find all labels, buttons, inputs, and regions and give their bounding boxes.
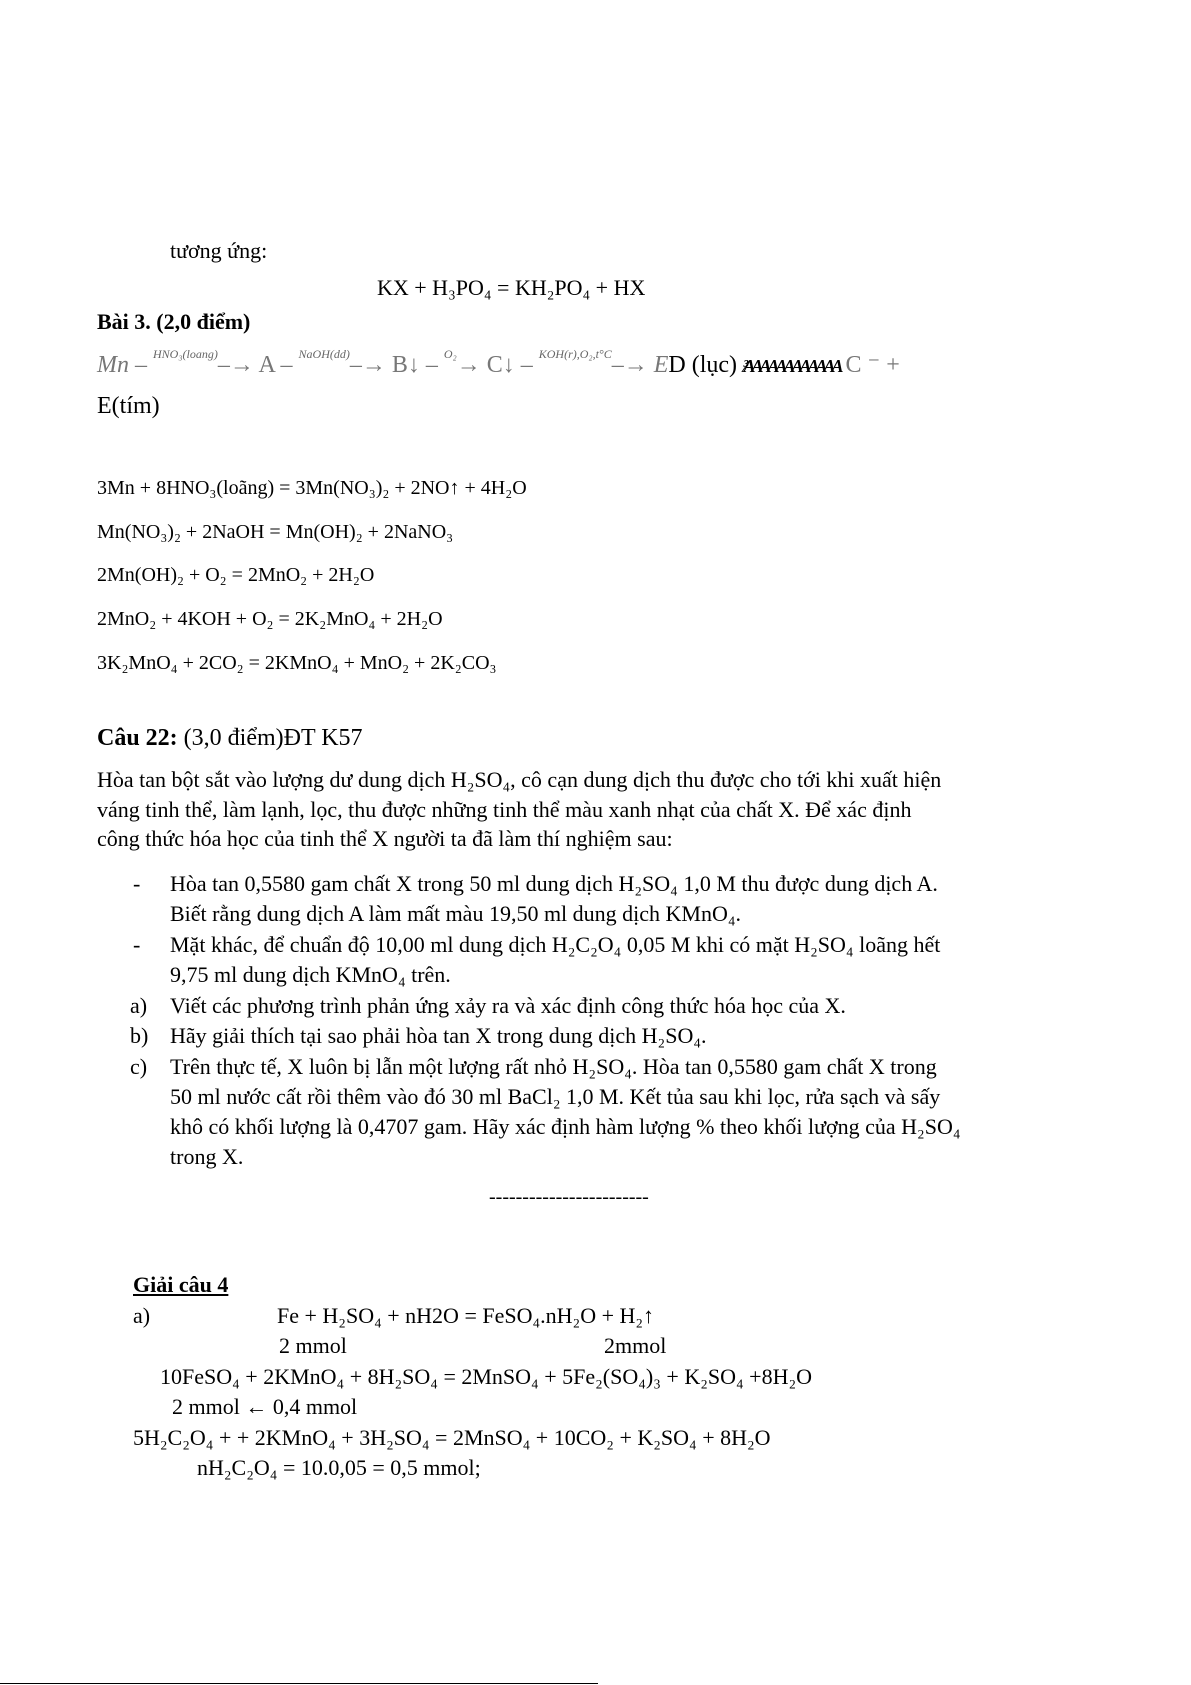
chain-arrow2-label: NaOH(dd) [298,347,350,361]
chain-arrow3-label: O₂ [443,347,457,361]
giai-eq3: 5H₂C₂O₄ + + 2KMnO₄ + 3H₂SO₄ = 2MnSO₄ + 10CO₂ + K₂SO₄ + 8H₂O [133,1425,771,1450]
list-item-line: Hòa tan 0,5580 gam chất X trong 50 ml dung dịch H₂SO₄ 1,0 M thu được dung dịch A. [170,871,938,896]
giai-eq1-right-qty: 2mmol [604,1333,667,1358]
intro-text: tương ứng: [170,238,268,263]
reaction-1: 3Mn + 8HNO₃(loãng) = 3Mn(NO₃)₂ + 2NO↑ + 4H₂O [97,477,527,499]
list-item-line: Biết rằng dung dịch A làm mất màu 19,50 ml dung dịch KMnO₄. [170,901,742,926]
giai-eq3-note: nH₂C₂O₄ = 10.0,05 = 0,5 mmol; [197,1455,481,1480]
reaction-3: 2Mn(OH)₂ + O₂ = 2MnO₂ + 2H₂O [97,564,375,586]
giai-title: Giải câu 4 [133,1272,229,1297]
list-marker: - [133,871,141,896]
chain-garbled: ³⁄AAAAAAAAAAAA [743,356,840,376]
cau22-para-line: công thức hóa học của tinh thể X người ta đã làm thí nghiệm sau: [97,826,673,851]
reaction-chain: Mn – $^{HNO_3(loang)}$–→ A – $^{NaOH(dd)}$–→ B↓ – $^{O_2}$→ C↓ – $^{KOH(r),O_2,t^\circ C}$–→ ED (lục) ³⁄AAAAAAAAAAAA C ⁻ + [97,347,900,378]
list-item-line: khô có khối lượng là 0,4707 gam. Hãy xác định hàm lượng % theo khối lượng của H₂SO₄ [170,1114,961,1139]
chain-d-luc: D (lục) [668,352,738,378]
chain-b: B↓ [391,352,420,378]
chain-mn: Mn [97,352,129,378]
list-item-line: Trên thực tế, X luôn bị lẫn một lượng rất nhỏ H₂SO₄. Hòa tan 0,5580 gam chất X trong [170,1054,937,1079]
giai-eq2-qty: 2 mmol ← 0,4 mmol [172,1394,358,1419]
list-item-line: 50 ml nước cất rồi thêm vào đó 30 ml BaCl₂ 1,0 M. Kết tủa sau khi lọc, rửa sạch và sấy [170,1084,941,1109]
giai-eq1: Fe + H₂SO₄ + nH2O = FeSO₄.nH₂O + H₂↑ [277,1303,655,1328]
reaction-2: Mn(NO₃)₂ + 2NaOH = Mn(OH)₂ + 2NaNO₃ [97,521,454,543]
list-marker: - [133,932,141,957]
chain-e-tim: E(tím) [97,393,160,419]
list-marker: b) [130,1023,149,1048]
list-item-line: Mặt khác, để chuẩn độ 10,00 ml dung dịch H₂C₂O₄ 0,05 M khi có mặt H₂SO₄ loãng hết [170,932,941,957]
list-item-line: Hãy giải thích tại sao phải hòa tan X trong dung dịch H₂SO₄. [170,1023,707,1048]
giai-eq1-left-qty: 2 mmol [279,1333,347,1358]
cau22-meta: (3,0 điểm)ĐT K57 [177,725,363,751]
list-item-line: Viết các phương trình phản ứng xảy ra và xác định công thức hóa học của X. [170,993,846,1018]
giai-a-label: a) [133,1303,151,1328]
list-item-line: trong X. [170,1144,244,1169]
chain-c-minus: C ⁻ + [845,352,900,378]
giai-eq2: 10FeSO₄ + 2KMnO₄ + 8H₂SO₄ = 2MnSO₄ + 5Fe₂(SO₄)₃ + K₂SO₄ +8H₂O [160,1364,813,1389]
chain-a: A [258,352,275,378]
chain-arrow1-label: HNO₃(loang) [153,347,218,361]
intro-equation: KX + H₃PO₄ = KH₂PO₄ + HX [377,275,646,300]
footnote-rule [0,1683,598,1684]
cau22-para-line: váng tinh thể, làm lạnh, lọc, thu được những tinh thể màu xanh nhạt của chất X. Để xác định [97,797,912,822]
cau22-para-line: Hòa tan bột sắt vào lượng dư dung dịch H₂SO₄, cô cạn dung dịch thu được cho tới khi xuất hiện [97,767,942,792]
chain-arrow4-label: KOH(r),O₂,t°C [538,347,612,361]
list-item-line: 9,75 ml dung dịch KMnO₄ trên. [170,962,451,987]
chain-c: C↓ [486,352,515,378]
cau22-label: Câu 22: [97,725,178,751]
chain-e-letter: E [653,352,669,378]
reaction-5: 3K₂MnO₄ + 2CO₂ = 2KMnO₄ + MnO₂ + 2K₂CO₃ [97,652,497,674]
list-marker: a) [130,993,148,1018]
bai3-title: Bài 3. (2,0 điểm) [97,309,251,334]
list-marker: c) [130,1054,148,1079]
cau22-heading [97,725,363,752]
section-divider: ------------------------ [489,1186,649,1208]
reaction-4: 2MnO₂ + 4KOH + O₂ = 2K₂MnO₄ + 2H₂O [97,608,443,630]
